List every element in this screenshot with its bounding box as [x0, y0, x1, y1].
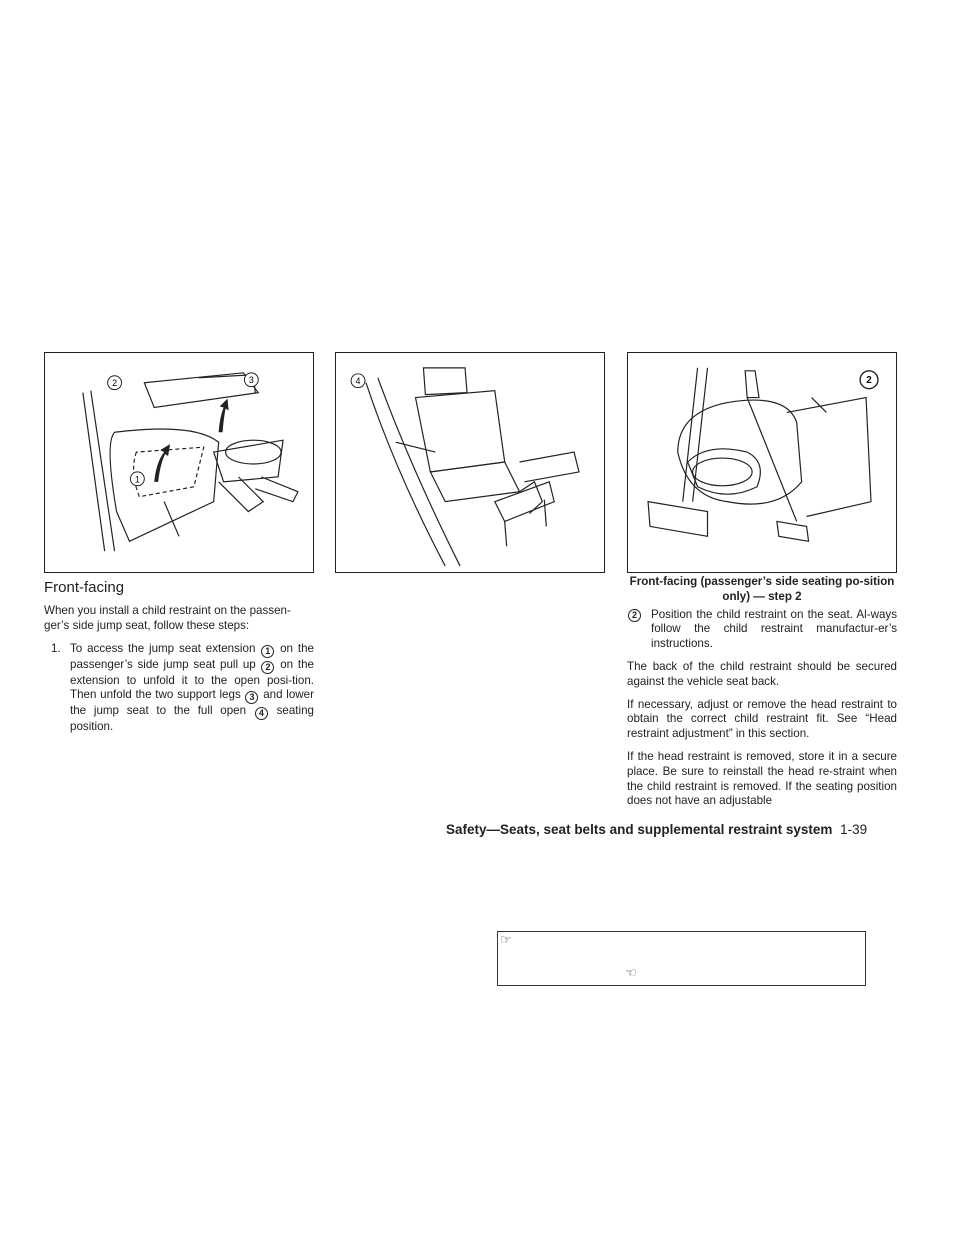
- figure-jump-seat-extension: [44, 352, 314, 573]
- step-number: 1.: [51, 641, 61, 655]
- section-heading: Front-facing: [44, 579, 125, 596]
- callout-2: 2: [866, 375, 872, 387]
- step-1: [44, 642, 314, 736]
- left-column: [44, 604, 314, 735]
- jump-seat-illustration: [45, 353, 313, 572]
- jump-seat-open-illustration: [336, 353, 604, 572]
- callout-3: 3: [245, 691, 258, 704]
- step-text-d: and lower the jump seat to the full open: [70, 688, 314, 718]
- callout-2: 2: [628, 609, 641, 622]
- intro-paragraph: When you install a child restraint on the passen-ger’s side jump seat, follow these steps:: [44, 604, 291, 632]
- pointing-hand-right-icon: ☞: [500, 932, 512, 947]
- page-number: 1-39: [840, 822, 868, 837]
- callout-item-2: [627, 608, 897, 652]
- child-restraint-illustration: [628, 353, 896, 572]
- page-footer: [446, 822, 896, 837]
- step-text-c: on the extension to unfold it to the open posi-tion. Then unfold the two support legs: [70, 657, 314, 702]
- paragraph-head-restraint-removed: If the head restraint is removed, store it in a secure place. Be sure to reinstall the head re-straint when the child restraint is removed. If the seating position does not have an adjustable: [627, 749, 897, 808]
- right-column: [627, 575, 897, 817]
- callout-4: 4: [355, 376, 361, 387]
- figure-caption: Front-facing (passenger’s side seating po-sition only) — step 2: [629, 575, 895, 603]
- paragraph-head-restraint-adjust: If necessary, adjust or remove the head restraint to obtain the correct child restraint fit. See “Head restraint adjustment” in this section.: [627, 697, 897, 741]
- step-text-b: on the passenger’s side jump seat pull up: [70, 641, 314, 671]
- paragraph-secure-back: The back of the child restraint should be secured against the vehicle seat back.: [627, 659, 897, 688]
- note-box: [497, 931, 866, 986]
- callout-1: 1: [134, 474, 140, 485]
- step-text-e: seating position.: [70, 704, 314, 734]
- callout-3: 3: [248, 375, 254, 386]
- step-text-a: To access the jump seat extension: [70, 641, 256, 655]
- callout-1: 1: [261, 645, 274, 658]
- figure-jump-seat-open: [335, 352, 605, 573]
- pointing-hand-left-icon: ☜: [625, 965, 637, 980]
- item-text: Position the child restraint on the seat. Al-ways follow the child restraint manufactur-er’s instructions.: [651, 607, 897, 651]
- footer-section-title: Safety—Seats, seat belts and supplemental restraint system: [446, 822, 833, 837]
- callout-2: 2: [261, 661, 274, 674]
- figure-child-restraint-front-facing: [627, 352, 897, 573]
- callout-4: 4: [255, 707, 268, 720]
- callout-2: 2: [112, 378, 118, 389]
